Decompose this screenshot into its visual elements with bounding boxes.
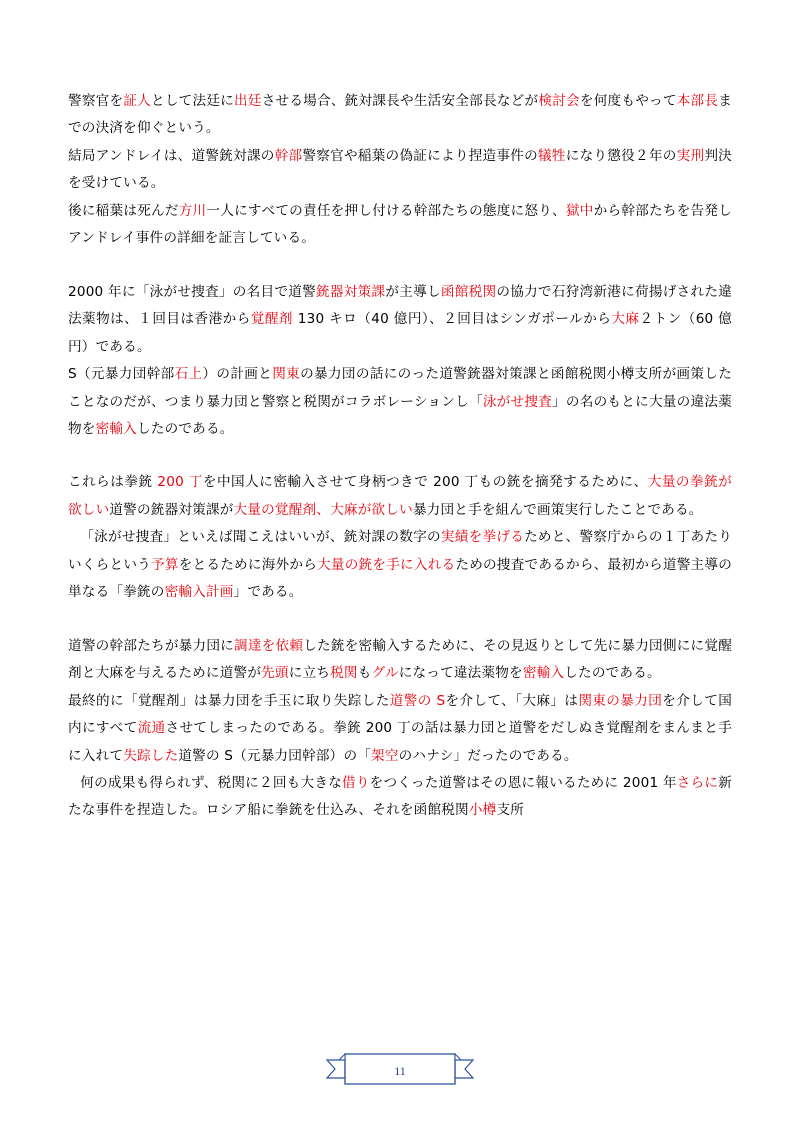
highlighted-text: 方川 — [178, 202, 207, 219]
body-text: 一人にすべての責任を押し付ける幹部たちの態度に怒り、 — [206, 202, 566, 219]
highlighted-text: 銃器対策課 — [316, 283, 386, 300]
highlighted-text: 出廷 — [234, 93, 262, 109]
paragraph-gap — [68, 253, 732, 279]
highlighted-text: 泳がせ捜査 — [482, 393, 553, 410]
highlighted-text: 獄中 — [565, 202, 594, 219]
body-text: 」の名のもとに大量の違法薬物を — [68, 393, 732, 437]
highlighted-text: 本部長 — [676, 93, 719, 109]
body-text: したのである。 — [136, 420, 234, 437]
paragraph — [68, 279, 732, 361]
highlighted-text: 犠牲 — [538, 147, 566, 164]
body-text: も — [357, 665, 372, 682]
highlighted-text: 密輸入 — [522, 665, 565, 682]
highlighted-text: グル — [371, 665, 399, 682]
highlighted-text: 失踪した — [123, 747, 179, 764]
body-text: に立ち — [288, 665, 331, 682]
highlighted-text: 税関 — [330, 665, 358, 682]
highlighted-text: 覚醒剤 — [250, 311, 293, 328]
body-text: 2000 年に「泳がせ捜査」の名目で道警 — [68, 283, 317, 300]
body-text: になり懲役２年の — [565, 147, 677, 164]
document-body — [68, 88, 732, 825]
page-footer — [0, 1048, 800, 1098]
highlighted-text: 流通 — [137, 720, 166, 737]
paragraph — [68, 770, 732, 825]
body-text: の暴力団の話にのった道警銃器対策課と函館税関小樽支所が画策したことなのだが、つまり暴力団と警察と税関がコラボレーションし「 — [68, 366, 733, 410]
highlighted-text: 大量の覚醒剤、大麻が欲しい — [233, 501, 413, 518]
body-text: として法廷に — [151, 93, 235, 109]
paragraph — [68, 633, 732, 688]
highlighted-text: 関東 — [272, 366, 301, 383]
body-text: ための捜査であるから、最初から道警主導の単なる「拳銃の — [68, 556, 733, 601]
body-text: させてしまったのである。拳銃 200 丁の話は暴力団と道警をだしぬき覚醒剤をまんまと手に入れて — [68, 720, 732, 764]
highlighted-text: 検討会 — [538, 93, 580, 109]
body-text: をつくった道警はその恩に報いるために 2001 年 — [369, 774, 677, 791]
highlighted-text: 幹部 — [274, 147, 303, 164]
body-text: S（元暴力団幹部 — [68, 366, 175, 383]
highlighted-text: 予算 — [151, 556, 179, 573]
paragraph — [68, 361, 732, 443]
body-text: ）の計画と — [202, 366, 273, 383]
highlighted-text: 函館税関 — [440, 283, 497, 300]
body-text: を中国人に密輸入させて身柄つきで 200 丁もの銃を摘発するために、 — [202, 474, 648, 491]
page-number: 11 — [394, 1064, 406, 1078]
body-text: から幹部たちを告発しアンドレイ事件の詳細を証言している。 — [68, 202, 733, 247]
highlighted-text: 密輸入計画 — [164, 584, 234, 601]
body-text: 道警の幹部たちが暴力団に — [68, 637, 235, 654]
highlighted-text: 石上 — [174, 366, 203, 383]
body-text: したのである。 — [564, 665, 661, 682]
body-text: 判決を受けている。 — [68, 147, 732, 192]
body-text: の協力で石狩湾新港に荷揚げされた違法薬物は、１回目は香港から — [68, 283, 733, 328]
body-text: 最終的に「覚醒剤」は暴力団を手玉に取り失踪した — [68, 692, 390, 709]
body-text: ためと、警察庁からの１丁あたりいくらという — [68, 529, 732, 573]
body-text: 道警の S（元暴力団幹部）の「 — [178, 747, 372, 764]
highlighted-text: 架空 — [371, 747, 399, 764]
body-text: になって違法薬物を — [398, 665, 523, 682]
body-text: 」である。 — [233, 584, 303, 601]
body-text: 暴力団と手を組んで画策実行したことである。 — [412, 501, 703, 518]
body-text: 何の成果も得られず、税関に２回も大きな — [80, 774, 342, 791]
body-text: を何度もやって — [579, 93, 677, 109]
body-text: ２トン（60 億円）である。 — [68, 311, 732, 355]
highlighted-text: 大麻 — [611, 311, 640, 328]
body-text: 支所 — [496, 802, 525, 819]
body-text: までの決済を仰ぐという。 — [68, 93, 732, 137]
body-text: これらは拳銃 — [68, 474, 158, 491]
body-text: をとるために海外から — [178, 556, 318, 573]
body-text: 後に稲葉は死んだ — [68, 202, 179, 219]
body-text: させる場合、銃対課長や生活安全部長などが — [261, 93, 539, 109]
highlighted-text: 小樽 — [468, 802, 497, 819]
highlighted-text: 道警の S — [389, 692, 446, 709]
body-text: 警察官や稲葉の偽証により捏造事件の — [302, 147, 538, 164]
body-text: した銃を密輸入するために、その見返りとして先に暴力団側にに覚醒剤と大麻を与えるために道警が — [68, 637, 732, 682]
paragraph — [68, 688, 732, 770]
highlighted-text: 実績を挙げる — [440, 529, 525, 546]
highlighted-text: 調達を依頼 — [234, 637, 304, 654]
body-text: 「泳がせ捜査」といえば聞こえはいいが、銃対課の数字の — [80, 529, 441, 546]
body-text: 結局アンドレイは、道警銃対課の — [68, 147, 275, 164]
highlighted-text: さらに — [676, 774, 719, 791]
ribbon-banner — [325, 1048, 475, 1094]
highlighted-text: 借り — [341, 774, 370, 791]
highlighted-text: 200 丁 — [157, 474, 203, 491]
body-text: が主導し — [385, 283, 441, 300]
paragraph-gap — [68, 607, 732, 633]
paragraph — [68, 143, 732, 198]
highlighted-text: 実刑 — [676, 147, 705, 164]
highlighted-text: 先頭 — [261, 665, 289, 682]
paragraph — [68, 469, 732, 524]
body-text: を介して、「大麻」は — [445, 692, 579, 709]
highlighted-text: 関東の暴力団 — [578, 692, 663, 709]
highlighted-text: 密輸入 — [95, 420, 137, 437]
paragraph — [68, 88, 732, 143]
body-text: のハナシ」だったのである。 — [398, 747, 578, 764]
paragraph-gap — [68, 443, 732, 469]
paragraph — [68, 198, 732, 253]
body-text: 130 キロ（40 億円）、２回目はシンガポールから — [292, 311, 612, 328]
paragraph — [68, 524, 732, 606]
highlighted-text: 大量の拳銃が欲しい — [68, 474, 732, 518]
highlighted-text: 大量の銃を手に入れる — [317, 556, 456, 573]
body-text: を介して国内にすべて — [68, 692, 733, 737]
body-text: 新たな事件を捏造した。ロシア船に拳銃を仕込み、それを函館税関 — [68, 774, 732, 819]
body-text: 警察官を — [68, 93, 124, 109]
highlighted-text: 証人 — [123, 93, 152, 109]
body-text: 道警の銃器対策課が — [109, 501, 234, 518]
